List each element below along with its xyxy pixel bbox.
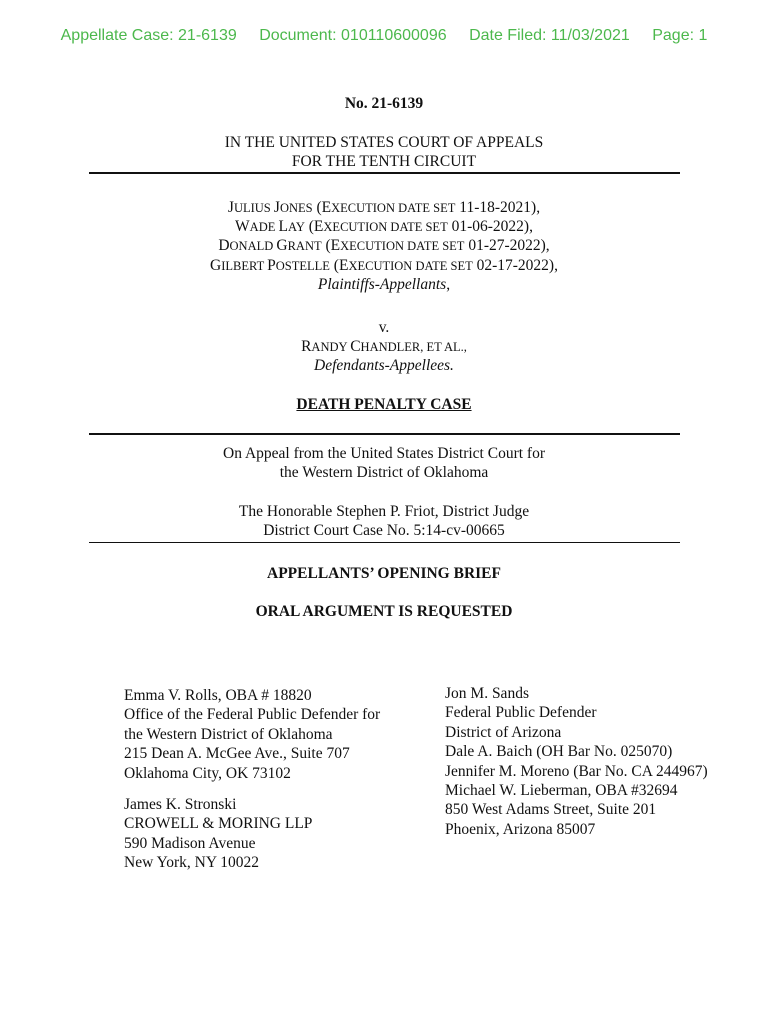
- death-penalty-heading: DEATH PENALTY CASE: [296, 396, 472, 413]
- versus: v.: [378, 319, 390, 336]
- counsel-block-right: [445, 684, 708, 839]
- plaintiff-line: [0, 256, 768, 277]
- plaintiff-text: XECUTION DATE SET: [323, 220, 448, 234]
- plaintiff-text: ILBERT: [221, 259, 268, 273]
- defendants-role: Defendants-Appellees.: [314, 357, 454, 374]
- counsel-line: CROWELL & MORING LLP: [124, 815, 313, 833]
- counsel-line: District of Arizona: [445, 723, 562, 741]
- counsel-block-left-2: [124, 795, 312, 873]
- case-number: No. 21-6139: [344, 95, 424, 112]
- counsel-line: Phoenix, Arizona 85007: [445, 820, 596, 838]
- defendant-name: [0, 337, 768, 358]
- plaintiff-text: G: [276, 237, 288, 254]
- counsel-line: Emma V. Rolls, OBA # 18820: [124, 687, 312, 704]
- stamp-date-filed: Date Filed: 11/03/2021: [469, 27, 630, 44]
- plaintiff-text: J: [227, 199, 234, 216]
- plaintiff-text: (E: [316, 199, 332, 216]
- counsel-line: Dale A. Baich (OH Bar No. 025070): [445, 743, 673, 761]
- plaintiff-line: [0, 217, 768, 238]
- plaintiff-text: D: [218, 237, 230, 254]
- defendant-et-al: , ET AL.,: [420, 340, 467, 354]
- counsel-line: 215 Dean A. McGee Ave., Suite 707: [124, 745, 350, 763]
- plaintiff-text: G: [210, 257, 222, 274]
- stamp-page: Page: 1: [652, 27, 708, 44]
- stamp-document: Document: 010110600096: [259, 27, 447, 44]
- counsel-line: New York, NY 10022: [124, 854, 260, 872]
- counsel-line: Oklahoma City, OK 73102: [124, 764, 291, 782]
- plaintiff-text: 11-18-2021),: [459, 199, 541, 216]
- stamp-case: Appellate Case: 21-6139: [60, 27, 237, 44]
- plaintiff-text: XECUTION DATE SET: [340, 239, 465, 253]
- appeal-line-1: On Appeal from the United States District Court for: [223, 445, 545, 462]
- counsel-line: Jon M. Sands: [445, 685, 529, 702]
- plaintiff-text: ONES: [279, 201, 313, 215]
- plaintiff-text: 02-17-2022),: [476, 257, 558, 274]
- plaintiffs-role-label: Plaintiffs-Appellants: [317, 276, 447, 293]
- plaintiff-line: [0, 198, 768, 219]
- plaintiff-text: 01-06-2022),: [451, 218, 533, 235]
- counsel-line: Federal Public Defender: [445, 704, 597, 722]
- plaintiff-text: AY: [287, 220, 305, 234]
- defendant-surname: HANDLER: [360, 340, 421, 354]
- plaintiff-text: ONALD: [229, 239, 277, 253]
- brief-title: APPELLANTS’ OPENING BRIEF: [267, 565, 501, 582]
- plaintiff-text: RANT: [287, 239, 322, 253]
- plaintiff-text: W: [235, 218, 250, 235]
- plaintiff-text: ULIUS: [233, 201, 274, 215]
- oral-argument-notice: ORAL ARGUMENT IS REQUESTED: [255, 603, 513, 620]
- appeal-line-2: the Western District of Oklahoma: [279, 464, 489, 481]
- plaintiffs-role: [0, 275, 768, 295]
- counsel-line: Michael W. Lieberman, OBA #32694: [445, 781, 678, 799]
- divider-rule-middle: [89, 433, 680, 435]
- counsel-block-left-1: [124, 686, 380, 783]
- filing-stamp: [0, 27, 768, 45]
- plaintiff-text: XECUTION DATE SET: [348, 259, 473, 273]
- defendant-surname-initial: C: [350, 338, 361, 355]
- district-case-number: District Court Case No. 5:14-cv-00665: [263, 522, 505, 539]
- counsel-line: 850 West Adams Street, Suite 201: [445, 801, 657, 819]
- plaintiffs-role-suffix: ,: [446, 276, 451, 293]
- plaintiff-text: ADE: [249, 220, 279, 234]
- counsel-line: Office of the Federal Public Defender for: [124, 706, 381, 724]
- plaintiff-text: J: [273, 199, 280, 216]
- plaintiff-text: (E: [333, 257, 349, 274]
- plaintiff-text: (E: [325, 237, 341, 254]
- plaintiff-text: (E: [308, 218, 324, 235]
- district-judge: The Honorable Stephen P. Friot, District Judge: [238, 503, 530, 520]
- counsel-line: 590 Madison Avenue: [124, 834, 256, 852]
- plaintiff-text: OSTELLE: [275, 259, 330, 273]
- divider-rule-top: [89, 172, 680, 174]
- defendant-initial: R: [301, 338, 312, 355]
- counsel-line: James K. Stronski: [124, 796, 237, 813]
- court-line-1: IN THE UNITED STATES COURT OF APPEALS: [224, 134, 544, 151]
- plaintiff-text: P: [267, 257, 276, 274]
- plaintiff-text: XECUTION DATE SET: [331, 201, 456, 215]
- counsel-line: the Western District of Oklahoma: [124, 725, 333, 743]
- plaintiff-line: [0, 236, 768, 257]
- plaintiff-text: L: [278, 218, 288, 235]
- counsel-line: Jennifer M. Moreno (Bar No. CA 244967): [445, 762, 708, 780]
- defendant-first: ANDY: [311, 340, 351, 354]
- plaintiff-text: 01-27-2022),: [468, 237, 550, 254]
- court-line-2: FOR THE TENTH CIRCUIT: [291, 153, 477, 170]
- divider-rule-bottom: [89, 542, 680, 543]
